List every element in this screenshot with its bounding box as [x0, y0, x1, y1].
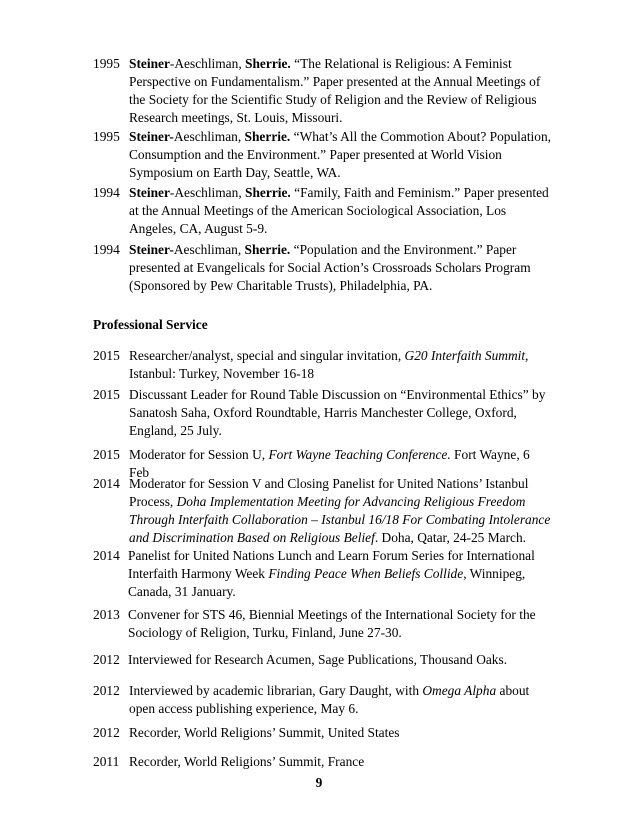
- author-first: Sherrie.: [244, 129, 291, 144]
- author-last-bold: Steiner: [129, 56, 170, 71]
- entry-body: “What’s All the Commotion About? Population, Consumption and the Environment.” Paper presented at World Vision Symposium on Earth Day, Seattle, WA.: [129, 129, 552, 180]
- author-last-rest: Aeschliman,: [173, 129, 245, 144]
- entry-text: [128, 651, 553, 669]
- entry-text: [129, 753, 553, 771]
- entry-body-tail: about open access publishing experience, May 6.: [129, 683, 530, 716]
- entry-text: [129, 475, 553, 547]
- entry-text: [129, 55, 553, 127]
- entry-year: 1995: [93, 56, 120, 71]
- entry-body: “The Relational is Religious: A Feminist Perspective on Fundamentalism.” Paper presented at the Annual Meetings of the Society for the Scientific Study of Religion and the Review of Religious Research meetings, St. Louis, Missouri.: [129, 56, 541, 125]
- entry-text: [129, 128, 553, 182]
- entry-year: 2015: [93, 387, 120, 402]
- entry-body: “Family, Faith and Feminism.” Paper presented at the Annual Meetings of the American Sociological Association, Los Angeles, CA, August 5-9.: [129, 185, 549, 236]
- entry-year: 1995: [93, 129, 120, 144]
- entry-body: Panelist for United Nations Lunch and Learn Forum Series for International Interfaith Harmony Week: [128, 548, 535, 581]
- service-entry: [93, 475, 553, 547]
- entry-body: Convener for STS 46, Biennial Meetings of the International Society for the Sociology of Religion, Turku, Finland, June 27-30.: [128, 607, 536, 640]
- author-first: Sherrie.: [245, 185, 291, 200]
- entry-body: Moderator for Session V and Closing Panelist for United Nations’ Istanbul Process,: [129, 476, 529, 509]
- author-last-bold: Steiner-: [129, 242, 174, 257]
- author-last-rest: -Aeschliman,: [169, 185, 246, 200]
- entry-text: [129, 347, 553, 383]
- entry-italic: Doha Implementation Meeting for Advancing Religious Freedom Through Interfaith Collaboration – Istanbul 16/18 For Combating Intolerance and Discrimination Based on Religious Belief: [129, 494, 551, 545]
- author-last-bold: Steiner: [129, 185, 170, 200]
- author-first: Sherrie.: [244, 242, 291, 257]
- entry-year: 2014: [93, 476, 120, 491]
- entry-body-tail: . Doha, Qatar, 24-25 March.: [374, 530, 527, 545]
- author-first: Sherrie.: [245, 56, 291, 71]
- service-entry: [93, 386, 553, 440]
- entry-text: [129, 724, 553, 742]
- entry-body: Recorder, World Religions’ Summit, United States: [129, 725, 400, 740]
- entry-year: 2011: [93, 754, 120, 769]
- entry-body: “Population and the Environment.” Paper presented at Evangelicals for Social Action’s Crossroads Scholars Program (Sponsored by Pew Charitable Trusts), Philadelphia, PA.: [129, 242, 531, 293]
- entry-year: 2012: [93, 683, 120, 698]
- service-entry: [93, 724, 553, 742]
- entry-year: 2014: [93, 548, 120, 563]
- entry-italic: Omega Alpha: [422, 683, 497, 698]
- entry-year: 2013: [93, 607, 120, 622]
- service-entry: [93, 682, 553, 718]
- entry-body-tail: Fort Wayne, 6 Feb: [129, 447, 530, 480]
- author-last-rest: Aeschliman,: [173, 242, 245, 257]
- entry-body-tail: Istanbul: Turkey, November 16-18: [129, 366, 315, 381]
- entry-body: Researcher/analyst, special and singular invitation,: [129, 348, 405, 363]
- presentation-entry: [93, 241, 553, 295]
- presentation-entry: [93, 55, 553, 127]
- author-last-bold: Steiner-: [129, 129, 174, 144]
- entry-body: Interviewed by academic librarian, Gary Daught, with: [129, 683, 423, 698]
- author-last-rest: -Aeschliman,: [169, 56, 246, 71]
- section-heading: Professional Service: [93, 317, 208, 332]
- entry-text: [129, 241, 553, 295]
- entry-text: [128, 606, 553, 642]
- entry-year: 1994: [93, 185, 120, 200]
- entry-italic: Fort Wayne Teaching Conference.: [268, 447, 451, 462]
- entry-italic: G20 Interfaith Summit,: [404, 348, 529, 363]
- service-entry: [93, 347, 553, 383]
- service-entry: [93, 651, 553, 669]
- entry-body-tail: , Winnipeg, Canada, 31 January.: [128, 566, 526, 599]
- entry-body: Moderator for Session U,: [129, 447, 269, 462]
- entry-text: [129, 184, 553, 238]
- entry-body: Discussant Leader for Round Table Discussion on “Environmental Ethics” by Sanatosh Saha, Oxford Roundtable, Harris Manchester College, Oxford, England, 25 July.: [129, 387, 546, 438]
- presentation-entry: [93, 128, 553, 182]
- entry-year: 1994: [93, 242, 120, 257]
- entry-year: 2012: [93, 725, 120, 740]
- entry-text: [129, 682, 553, 718]
- entry-year: 2012: [93, 652, 120, 667]
- page-number: 9: [315, 775, 323, 790]
- entry-year: 2015: [93, 348, 120, 363]
- entry-year: 2015: [93, 447, 120, 462]
- service-entry: [93, 753, 553, 771]
- service-entry: [93, 606, 553, 642]
- entry-body: Recorder, World Religions’ Summit, France: [129, 754, 365, 769]
- entry-text: [129, 386, 553, 440]
- entry-text: [128, 547, 553, 601]
- entry-italic: Finding Peace When Beliefs Collide: [268, 566, 464, 581]
- service-entry: [93, 547, 553, 601]
- presentation-entry: [93, 184, 553, 238]
- entry-body: Interviewed for Research Acumen, Sage Publications, Thousand Oaks.: [128, 652, 508, 667]
